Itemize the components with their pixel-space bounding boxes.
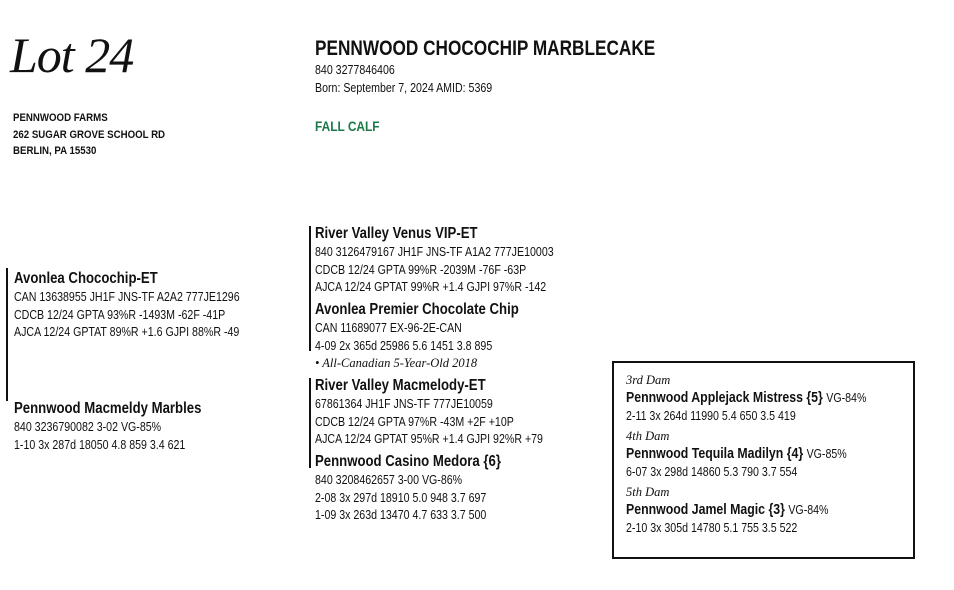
fourth-dam-record: 6-07 3x 298d 14860 5.3 790 3.7 554 bbox=[626, 465, 798, 479]
fourth-dam-name bbox=[626, 444, 847, 464]
sire-bracket-line bbox=[6, 268, 8, 401]
fifth-dam-name-text: Pennwood Jamel Magic {3} bbox=[626, 502, 785, 518]
sire-line: CDCB 12/24 GPTA 93%R -1493M -62F -41P bbox=[14, 307, 226, 322]
dam-sire-line: CDCB 12/24 GPTA 97%R -43M +2F +10P bbox=[315, 414, 514, 429]
fourth-dam-name-text: Pennwood Tequila Madilyn {4} bbox=[626, 446, 804, 462]
dam-sire-line: 67861364 JH1F JNS-TF 777JE10059 bbox=[315, 397, 493, 411]
sire-line: AJCA 12/24 GPTAT 89%R +1.6 GJPI 88%R -49 bbox=[14, 325, 240, 339]
sire-dam-name: Avonlea Premier Chocolate Chip bbox=[315, 301, 519, 318]
fourth-dam-score: VG-85% bbox=[806, 447, 847, 461]
third-dam-name-text: Pennwood Applejack Mistress {5} bbox=[626, 390, 823, 406]
animal-born: Born: September 7, 2024 AMID: 5369 bbox=[315, 81, 493, 95]
third-dam-record: 2-11 3x 264d 11990 5.4 650 3.5 419 bbox=[626, 409, 796, 423]
sire-dam-block bbox=[315, 300, 555, 373]
sire-name: Avonlea Chocochip-ET bbox=[14, 270, 158, 287]
sire-sire-name: River Valley Venus VIP-ET bbox=[315, 225, 478, 242]
dam-dam-line: 2-08 3x 297d 18910 5.0 948 3.7 697 bbox=[315, 490, 487, 505]
sire-sire-line: 840 3126479167 JH1F JNS-TF A1A2 777JE10003 bbox=[315, 245, 554, 259]
sire-sire-line: AJCA 12/24 GPTAT 99%R +1.4 GJPI 97%R -142 bbox=[315, 280, 547, 294]
third-dam-label: 3rd Dam bbox=[626, 373, 671, 387]
dam-line: 1-10 3x 287d 18050 4.8 859 3.4 621 bbox=[14, 437, 186, 452]
dam-dam-block bbox=[315, 452, 534, 525]
fourth-dam-label: 4th Dam bbox=[626, 429, 670, 443]
fifth-dam-record: 2-10 3x 305d 14780 5.1 755 3.5 522 bbox=[626, 521, 798, 535]
fifth-dam-block bbox=[626, 485, 864, 537]
fifth-dam-name bbox=[626, 500, 828, 520]
dam-dam-name: Pennwood Casino Medora {6} bbox=[315, 453, 501, 470]
dam-dam-line: 840 3208462657 3-00 VG-86% bbox=[315, 473, 463, 487]
dam-line: 840 3236790082 3-02 VG-85% bbox=[14, 420, 162, 434]
animal-name: PENNWOOD CHOCOCHIP MARBLECAKE bbox=[315, 37, 656, 60]
sire-dam-line: 4-09 2x 365d 25986 5.6 1451 3.8 895 bbox=[315, 338, 493, 353]
lot-number: Lot 24 bbox=[10, 27, 134, 83]
dam-pedigree-bracket-line bbox=[309, 378, 311, 468]
sire-pedigree-bracket-line bbox=[309, 226, 311, 351]
sire-block bbox=[14, 269, 279, 342]
dam-sire-block bbox=[315, 376, 583, 449]
consignor-name: PENNWOOD FARMS bbox=[13, 112, 108, 124]
consignor-street: 262 SUGAR GROVE SCHOOL RD bbox=[13, 128, 166, 141]
dam-block bbox=[14, 399, 235, 454]
third-dam-name bbox=[626, 388, 866, 408]
extended-pedigree-box bbox=[612, 361, 915, 559]
dam-name: Pennwood Macmeldy Marbles bbox=[14, 400, 202, 417]
dam-dam-line: 1-09 3x 263d 13470 4.7 633 3.7 500 bbox=[315, 508, 487, 522]
fifth-dam-label: 5th Dam bbox=[626, 485, 670, 499]
dam-sire-line: AJCA 12/24 GPTAT 95%R +1.4 GJPI 92%R +79 bbox=[315, 432, 543, 446]
sire-sire-block bbox=[315, 224, 596, 297]
sire-dam-award: • All-Canadian 5-Year-Old 2018 bbox=[315, 356, 478, 370]
third-dam-block bbox=[626, 373, 909, 425]
sire-dam-line: CAN 11689077 EX-96-2E-CAN bbox=[315, 321, 462, 335]
fifth-dam-score: VG-84% bbox=[788, 503, 829, 517]
sire-line: CAN 13638955 JH1F JNS-TF A2A2 777JE1296 bbox=[14, 290, 240, 304]
dam-sire-name: River Valley Macmelody-ET bbox=[315, 377, 486, 394]
third-dam-score: VG-84% bbox=[826, 391, 867, 405]
fourth-dam-block bbox=[626, 429, 886, 481]
sire-sire-line: CDCB 12/24 GPTA 99%R -2039M -76F -63P bbox=[315, 262, 527, 277]
animal-class: FALL CALF bbox=[315, 118, 380, 134]
animal-registration: 840 3277846406 bbox=[315, 63, 395, 77]
consignor-address bbox=[13, 110, 165, 160]
consignor-city: BERLIN, PA 15530 bbox=[13, 145, 97, 157]
